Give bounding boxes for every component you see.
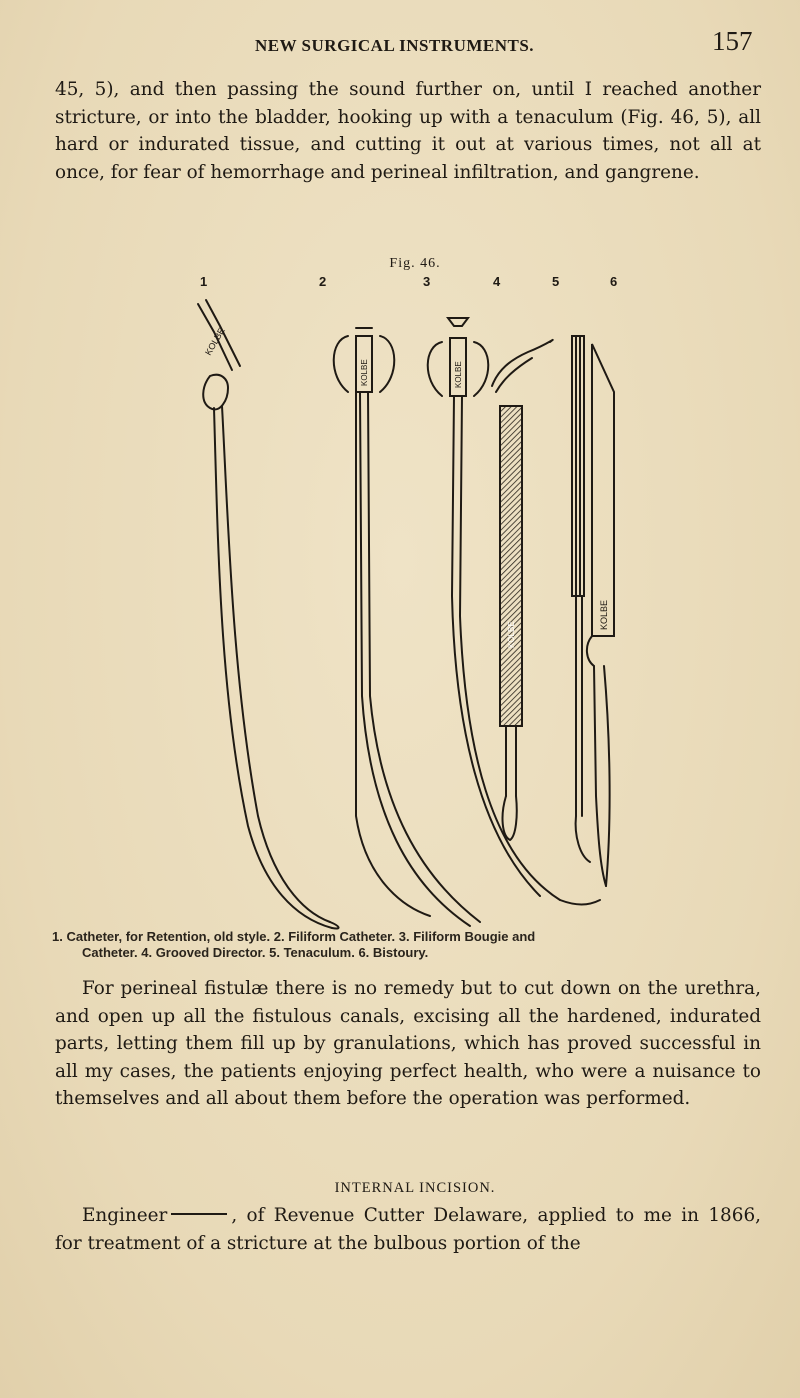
paragraph-3-start: Engineer <box>82 1205 168 1226</box>
maker-mark-5: KOLBE <box>599 599 609 630</box>
maker-mark-4: KOLBE <box>507 621 516 648</box>
paragraph-1: 45, 5), and then passing the sound further on, until I reached another stricture, or into the bladder, hooking up with a tenaculum (Fig. 46, 5), all hard or indurated tissue, and cutting it out at various times, not all at once, for fear of hemorrhage and perineal infiltration, and gangrene. <box>55 79 761 183</box>
caption-line-2: Catheter. 4. Grooved Director. 5. Tenaculum. 6. Bistoury. <box>82 945 429 960</box>
section-heading: INTERNAL INCISION. <box>334 1180 496 1196</box>
instrument-2-filiform-catheter <box>334 328 480 926</box>
instrument-4-grooved-director <box>492 340 553 840</box>
figure-number-5: 5 <box>552 274 560 289</box>
figure-number-2: 2 <box>319 274 327 289</box>
maker-mark-2: KOLBE <box>360 359 369 386</box>
paragraph-3-rest: , of Revenue Cutter Delaware, applied to me in 1866, for treatment of a stricture at the bulbous portion of the <box>55 1205 761 1254</box>
surgical-instruments-illustration <box>180 296 640 930</box>
maker-mark-1: KOLBE <box>203 326 227 357</box>
running-title: NEW SURGICAL INSTRUMENTS. <box>255 36 535 55</box>
page-number: 157 <box>712 26 753 56</box>
caption-line-1: 1. Catheter, for Retention, old style. 2. Filiform Catheter. 3. Filiform Bougie and <box>52 929 536 944</box>
figure-caption <box>52 929 782 961</box>
figure-number-3: 3 <box>423 274 431 289</box>
instrument-5-tenaculum <box>572 336 590 862</box>
paragraph-3 <box>55 1202 761 1257</box>
running-head <box>0 26 800 66</box>
instrument-1-retention-catheter <box>198 300 339 929</box>
name-omission-dash <box>171 1213 227 1215</box>
maker-mark-3: KOLBE <box>454 361 463 388</box>
instrument-6-bistoury <box>587 344 614 886</box>
paragraph-2: For perineal fistulæ there is no remedy but to cut down on the urethra, and open up all the fistulous canals, excising all the hardened, indurated parts, letting them fill up by granulations, which has proved successful in all my cases, the patients enjoying perfect health, who were a nuisance to themselves and all about them before the operation was performed. <box>55 978 761 1109</box>
figure-number-1: 1 <box>200 274 208 289</box>
figure-number-4: 4 <box>493 274 501 289</box>
figure-number-6: 6 <box>610 274 618 289</box>
figure-label: Fig. 46. <box>389 256 441 271</box>
